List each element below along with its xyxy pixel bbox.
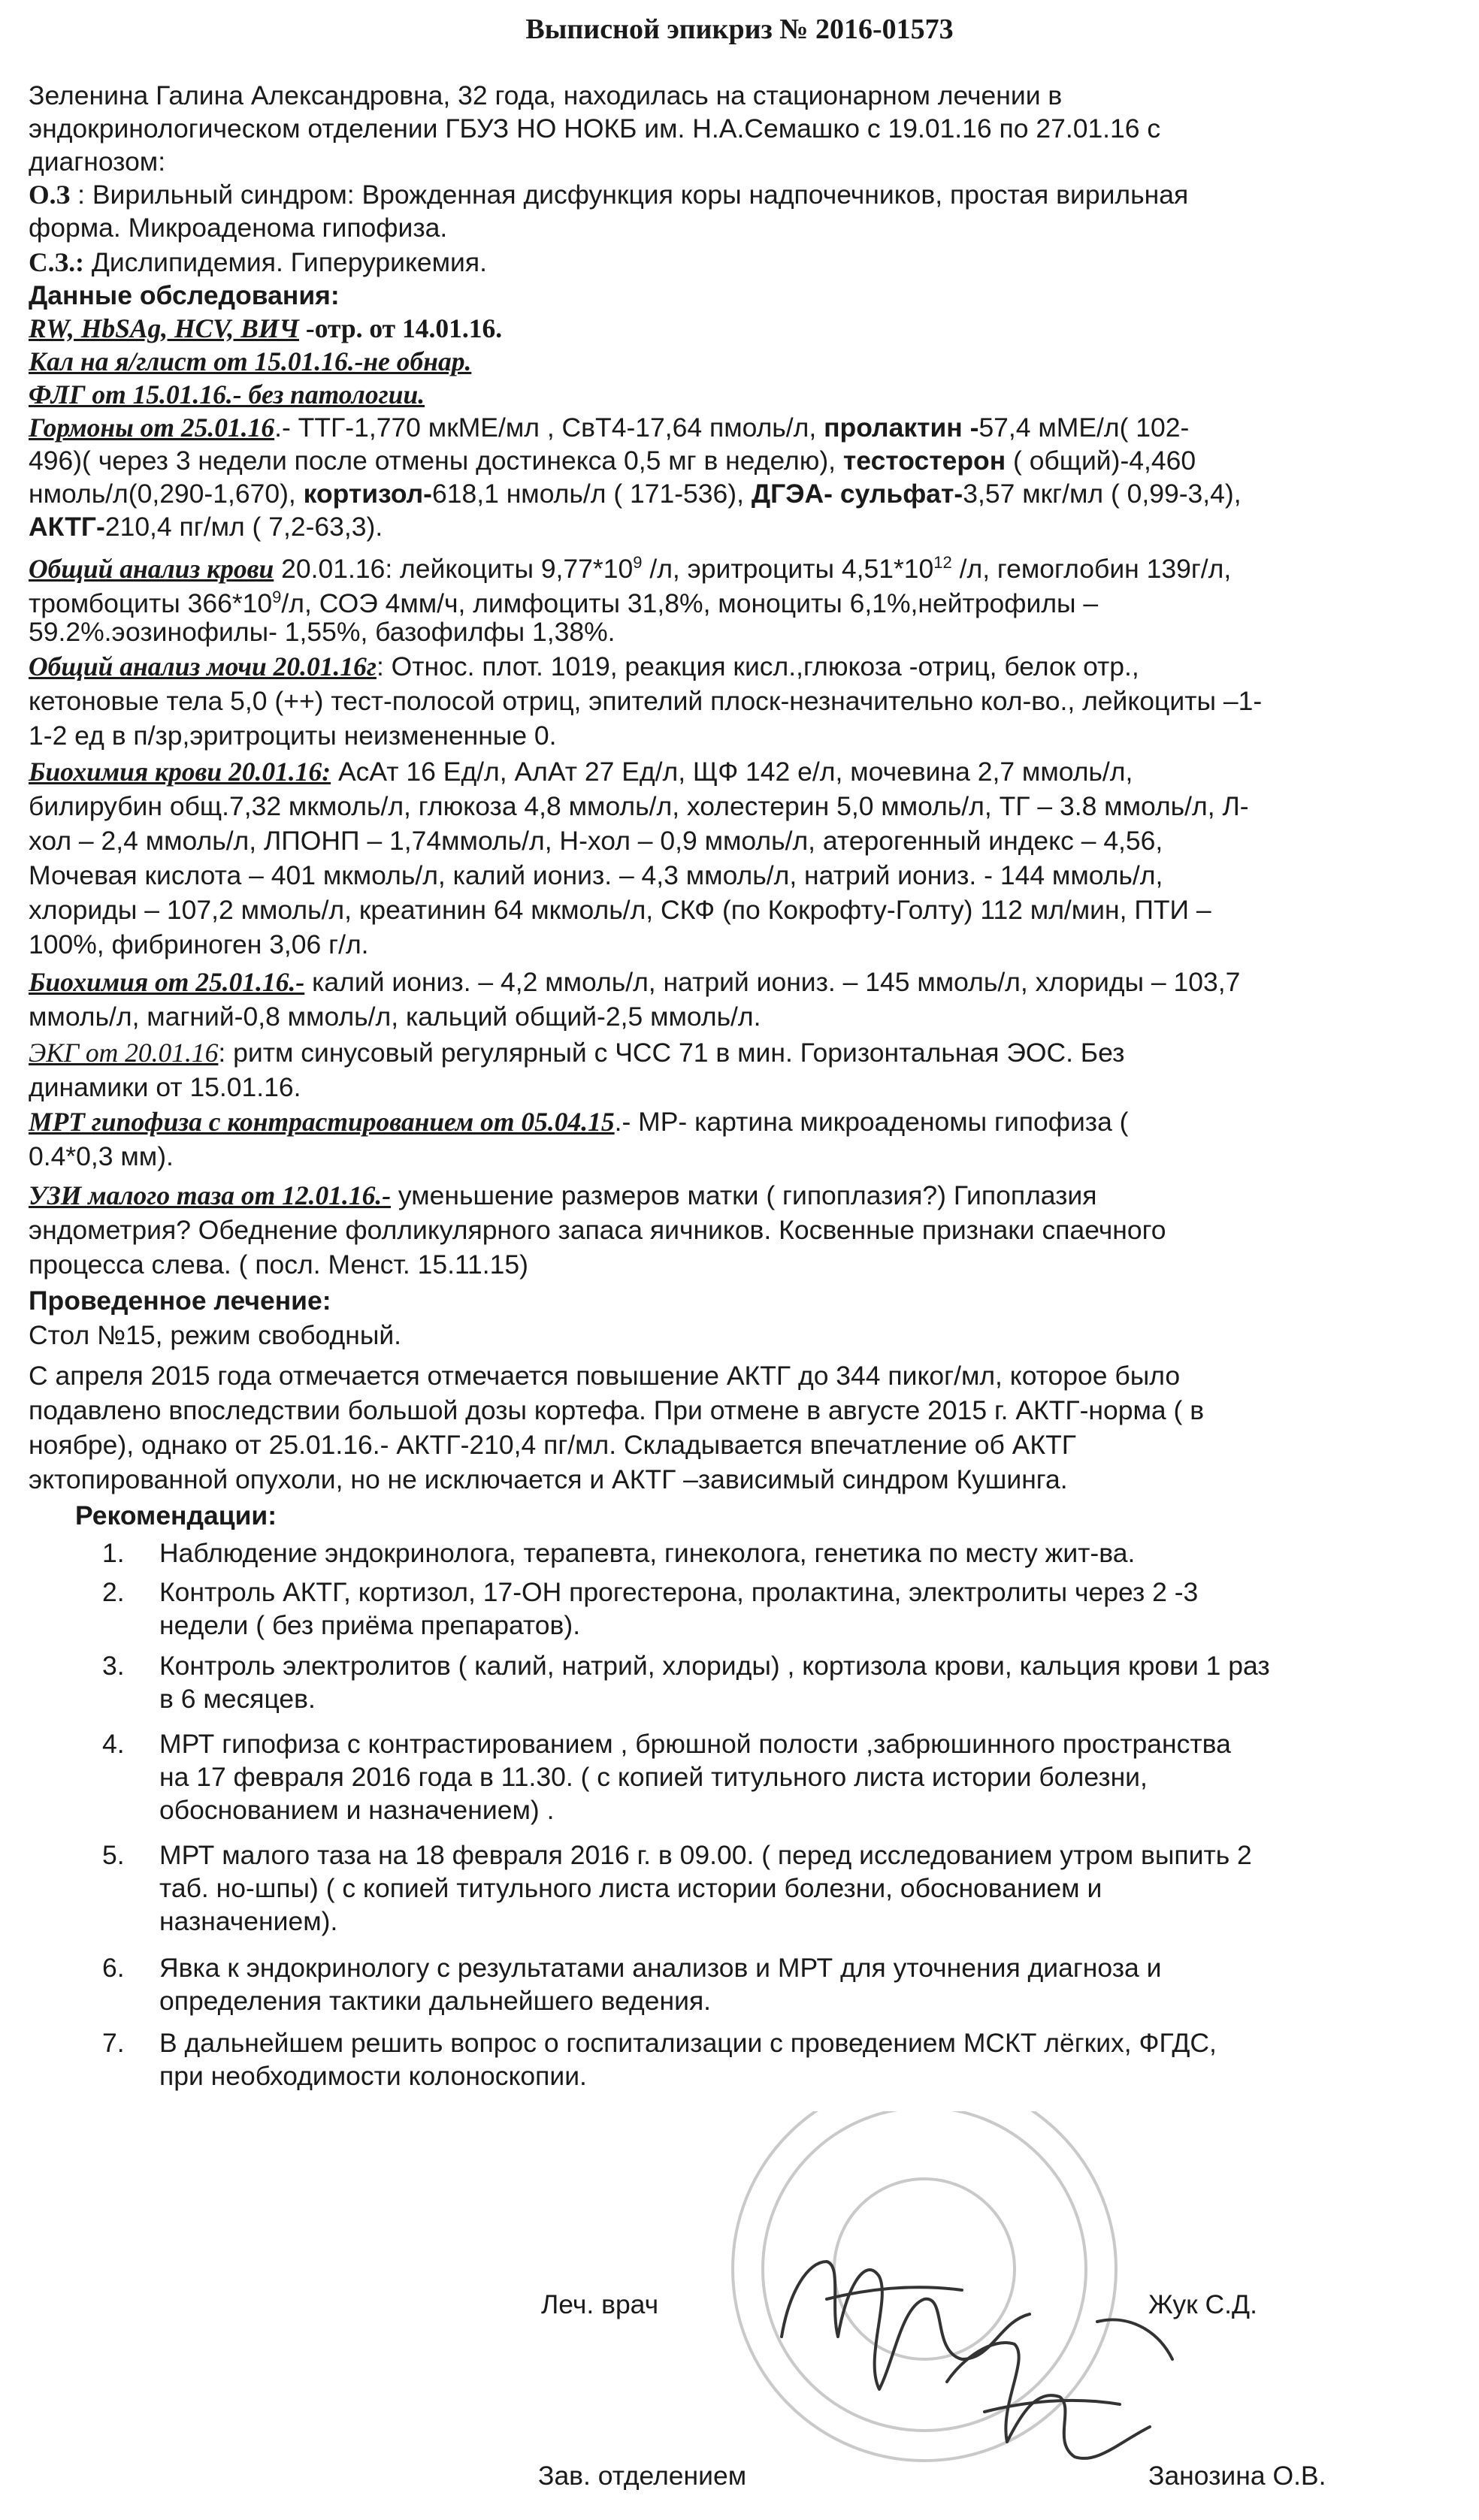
document-title: Выписной эпикриз № 2016-01573 bbox=[525, 14, 954, 45]
urine-test-label: Общий анализ мочи 20.01.16г bbox=[29, 651, 377, 681]
rec-6-line-1: Явка к эндокринологу с результатами анализов и МРТ для уточнения диагноза и bbox=[159, 1953, 1162, 1983]
hormones-line-4 bbox=[29, 509, 1479, 544]
ultrasound-line-3: процесса слева. ( посл. Менст. 15.11.15) bbox=[29, 1249, 528, 1280]
hormones-line-3 bbox=[29, 476, 1479, 511]
mri-line-1 bbox=[29, 1104, 1479, 1139]
blood-test-label: Общий анализ крови bbox=[29, 553, 274, 584]
rec-3-line-2: в 6 месяцев. bbox=[159, 1684, 316, 1714]
department-head-label: Зав. отделением bbox=[538, 2461, 747, 2491]
infection-tests-result: -отр. от 14.01.16. bbox=[299, 313, 503, 343]
infection-tests bbox=[29, 311, 1479, 346]
ecg-text-1: : ритм синусовый регулярный с ЧСС 71 в мин. Горизонтальная ЭОС. Без bbox=[218, 1038, 1125, 1068]
intro-line-1: Зеленина Галина Александровна, 32 года, находилась на стационарном лечении в bbox=[29, 80, 1063, 110]
hormones-text-1c: 57,4 мМЕ/л( 102- bbox=[978, 412, 1190, 443]
rec-5-line-1: МРТ малого таза на 18 февраля 2016 г. в 09.00. ( перед исследованием утром выпить 2 bbox=[159, 1840, 1252, 1870]
rec-4-line-1: МРТ гипофиза с контрастированием , брюшной полости ,забрюшинного пространства bbox=[159, 1729, 1231, 1759]
rec-5-line-2: таб. но-шпы) ( с копией титульного листа истории болезни, обоснованием и bbox=[159, 1873, 1102, 1903]
summary-line-1: С апреля 2015 года отмечается отмечается повышение АКТГ до 344 пиког/мл, которое было bbox=[29, 1361, 1181, 1391]
rec-number-5: 5. bbox=[102, 1840, 125, 1870]
biochem-line-2: билирубин общ.7,32 мкмоль/л, глюкоза 4,8 ммоль/л, холестерин 5,0 ммоль/л, ТГ – 3.8 ммоль/л, Л- bbox=[29, 791, 1249, 821]
rec-7-line-2: при необходимости колоноскопии. bbox=[159, 2061, 587, 2091]
biochem-line-4: Мочевая кислота – 401 мкмоль/л, калий иониз. – 4,3 ммоль/л, натрий иониз. - 144 ммоль/л, bbox=[29, 860, 1163, 890]
biochem2-line-2: ммоль/л, магний-0,8 ммоль/л, кальций общий-2,5 ммоль/л. bbox=[29, 1002, 761, 1032]
hospital-stamp bbox=[733, 2111, 1116, 2461]
urine-test-line-3: 1-2 ед в п/зр,эритроциты неизмененные 0. bbox=[29, 721, 557, 751]
hormones-text-4b: 210,4 пг/мл ( 7,2-63,3). bbox=[104, 512, 383, 542]
recommendations-heading: Рекомендации: bbox=[75, 1500, 277, 1530]
rec-6-line-2: определения тактики дальнейшего ведения. bbox=[159, 1986, 712, 2016]
biochem-line-6: 100%, фибриноген 3,06 г/л. bbox=[29, 929, 369, 959]
rec-number-6: 6. bbox=[102, 1953, 125, 1983]
ultrasound-text-1: уменьшение размеров матки ( гипоплазия?) Гипоплазия bbox=[391, 1180, 1097, 1210]
hormones-text-3e: 3,57 мкг/мл ( 0,99-3,4), bbox=[963, 479, 1242, 509]
prolactin-label: пролактин - bbox=[824, 412, 979, 443]
ecg-label: ЭКГ от 20.01.16 bbox=[29, 1038, 219, 1068]
main-diagnosis-cont: форма. Микроаденома гипофиза. bbox=[29, 213, 448, 243]
blood-test-text-1c: /л, гемоглобин 139г/л, bbox=[951, 553, 1232, 584]
fluorography: ФЛГ от 15.01.16.- без патологии. bbox=[29, 379, 425, 409]
blood-test-line-3: 59.2%.эозинофилы- 1,55%, базофилфы 1,38%. bbox=[29, 617, 615, 647]
summary-line-4: эктопированной опухоли, но не исключается и АКТГ –зависимый синдром Кушинга. bbox=[29, 1464, 1068, 1494]
hormones-text-1a: .- ТТГ-1,770 мкМЕ/мл , СвТ4-17,64 пмоль/л, bbox=[274, 412, 824, 443]
testosterone-label: тестостерон bbox=[842, 446, 1006, 476]
stool-test: Кал на я/глист от 15.01.16.-не обнар. bbox=[29, 346, 472, 376]
biochem-line-5: хлориды – 107,2 ммоль/л, креатинин 64 мкмоль/л, СКФ (по Кокрофту-Голту) 112 мл/мин, ПТИ – bbox=[29, 895, 1211, 925]
main-diagnosis-label: О.З bbox=[29, 180, 71, 210]
ultrasound-label: УЗИ малого таза от 12.01.16.- bbox=[29, 1180, 392, 1210]
urine-test-line-2: кетоновые тела 5,0 (++) тест-полосой отриц, эпителий плоск-незначительно кол-во., лейкоциты –1- bbox=[29, 686, 1263, 716]
biochem2-label: Биохимия от 25.01.16.- bbox=[29, 967, 305, 997]
rec-7-line-1: В дальнейшем решить вопрос о госпитализации с проведением МСКТ лёгких, ФГДС, bbox=[159, 2028, 1217, 2058]
dhea-label: ДГЭА- сульфат- bbox=[751, 479, 963, 509]
diet-line: Стол №15, режим свободный. bbox=[29, 1320, 402, 1350]
rec-2-line-1: Контроль АКТГ, кортизол, 17-ОН прогестерона, пролактина, электролиты через 2 -3 bbox=[159, 1577, 1199, 1607]
department-head-name: Занозина О.В. bbox=[1148, 2461, 1326, 2491]
rec-4-line-2: на 17 февраля 2016 года в 11.30. ( с копией титульного листа истории болезни, bbox=[159, 1762, 1148, 1792]
comorbid-text: Дислипидемия. Гиперурикемия. bbox=[83, 247, 487, 277]
exam-heading: Данные обследования: bbox=[29, 280, 340, 310]
ultrasound-line-2: эндометрия? Обеднение фолликулярного запаса яичников. Косвенные признаки спаечного bbox=[29, 1215, 1166, 1245]
intro-line-3: диагнозом: bbox=[29, 147, 166, 177]
urine-test-text-1: : Относ. плот. 1019, реакция кисл.,глюкоза -отриц, белок отр., bbox=[376, 651, 1139, 681]
main-diagnosis-text: : Вирильный синдром: Врожденная дисфункция коры надпочечников, простая вирильная bbox=[70, 180, 1189, 210]
rec-2-line-2: недели ( без приёма препаратов). bbox=[159, 1610, 581, 1640]
rec-number-3: 3. bbox=[102, 1651, 125, 1681]
blood-test-text-2: тромбоциты 366*10 bbox=[29, 588, 273, 618]
rec-4-line-3: обоснованием и назначением) . bbox=[159, 1795, 555, 1825]
hormones-text-3a: нмоль/л(0,290-1,670), bbox=[29, 479, 304, 509]
ecg-line-1 bbox=[29, 1035, 1479, 1070]
blood-test-sup-1: 9 bbox=[633, 553, 643, 572]
treatment-heading: Проведенное лечение: bbox=[29, 1286, 331, 1316]
intro-line-2: эндокринологическом отделении ГБУЗ НО НОКБ им. Н.А.Семашко с 19.01.16 по 27.01.16 с bbox=[29, 113, 1161, 144]
ecg-line-2: динамики от 15.01.16. bbox=[29, 1072, 301, 1102]
biochem-line-1 bbox=[29, 754, 1479, 789]
blood-test-sup-2: 12 bbox=[933, 553, 952, 572]
rec-1-line-1: Наблюдение эндокринолога, терапевта, гинеколога, генетика по месту жит-ва. bbox=[159, 1538, 1136, 1568]
hormones-text-3c: 618,1 нмоль/л ( 171-536), bbox=[432, 479, 752, 509]
rec-number-7: 7. bbox=[102, 2028, 125, 2058]
biochem-line-3: хол – 2,4 ммоль/л, ЛПОНП – 1,74ммоль/л, Н-хол – 0,9 ммоль/л, атерогенный индекс – 4,56, bbox=[29, 826, 1163, 856]
infection-tests-label: RW, HbSAg, HCV, ВИЧ bbox=[29, 313, 299, 343]
hormones-text-2c: ( общий)-4,460 bbox=[1006, 446, 1196, 476]
rec-number-1: 1. bbox=[102, 1538, 125, 1568]
hormones-line-2 bbox=[29, 443, 1479, 478]
biochem-text-1: АсАт 16 Ед/л, АлАт 27 Ед/л, ЩФ 142 е/л, мочевина 2,7 ммоль/л, bbox=[331, 757, 1133, 787]
cortisol-label: кортизол- bbox=[303, 479, 432, 509]
blood-test-text-2b: /л, СОЭ 4мм/ч, лимфоциты 31,8%, моноциты 6,1%,нейтрофилы – bbox=[281, 588, 1099, 618]
comorbid-label: С.З.: bbox=[29, 247, 84, 277]
mri-text-1: .- МР- картина микроаденомы гипофиза ( bbox=[614, 1107, 1129, 1137]
mri-label: МРТ гипофиза с контрастированием от 05.04.15 bbox=[29, 1107, 615, 1137]
rec-number-4: 4. bbox=[102, 1729, 125, 1759]
blood-test-text-1: 20.01.16: лейкоциты 9,77*10 bbox=[274, 553, 634, 584]
comorbid-diagnosis bbox=[29, 245, 1479, 279]
hormones-label: Гормоны от 25.01.16 bbox=[29, 412, 275, 443]
main-diagnosis bbox=[29, 177, 1479, 212]
summary-line-3: ноябре), однако от 25.01.16.- АКТГ-210,4 пг/мл. Складывается впечатление об АКТГ bbox=[29, 1430, 1076, 1460]
blood-test-sup-3: 9 bbox=[272, 588, 282, 606]
ultrasound-line-1 bbox=[29, 1178, 1479, 1213]
rec-3-line-1: Контроль электролитов ( калий, натрий, хлориды) , кортизола крови, кальция крови 1 раз bbox=[159, 1651, 1270, 1681]
summary-line-2: подавлено впоследствии большой дозы кортефа. При отмене в августе 2015 г. АКТГ-норма ( в bbox=[29, 1395, 1205, 1425]
urine-test-line-1 bbox=[29, 649, 1479, 684]
blood-test-text-1b: /л, эритроциты 4,51*10 bbox=[642, 553, 934, 584]
acth-label: АКТГ- bbox=[29, 512, 105, 542]
biochem2-text-1: калий иониз. – 4,2 ммоль/л, натрий иониз. – 145 ммоль/л, хлориды – 103,7 bbox=[304, 967, 1241, 997]
doctor-name: Жук С.Д. bbox=[1148, 2289, 1257, 2319]
biochem2-line-1 bbox=[29, 965, 1479, 999]
biochem-label: Биохимия крови 20.01.16: bbox=[29, 757, 331, 787]
rec-5-line-3: назначением). bbox=[159, 1906, 338, 1936]
hormones-text-2a: 496)( через 3 недели после отмены достинекса 0,5 мг в неделю), bbox=[29, 446, 843, 476]
rec-number-2: 2. bbox=[102, 1577, 125, 1607]
hormones-line-1 bbox=[29, 410, 1479, 445]
handwritten-signatures bbox=[782, 2262, 1172, 2458]
mri-line-2: 0.4*0,3 мм). bbox=[29, 1141, 174, 1171]
doctor-label: Леч. врач bbox=[541, 2289, 659, 2319]
